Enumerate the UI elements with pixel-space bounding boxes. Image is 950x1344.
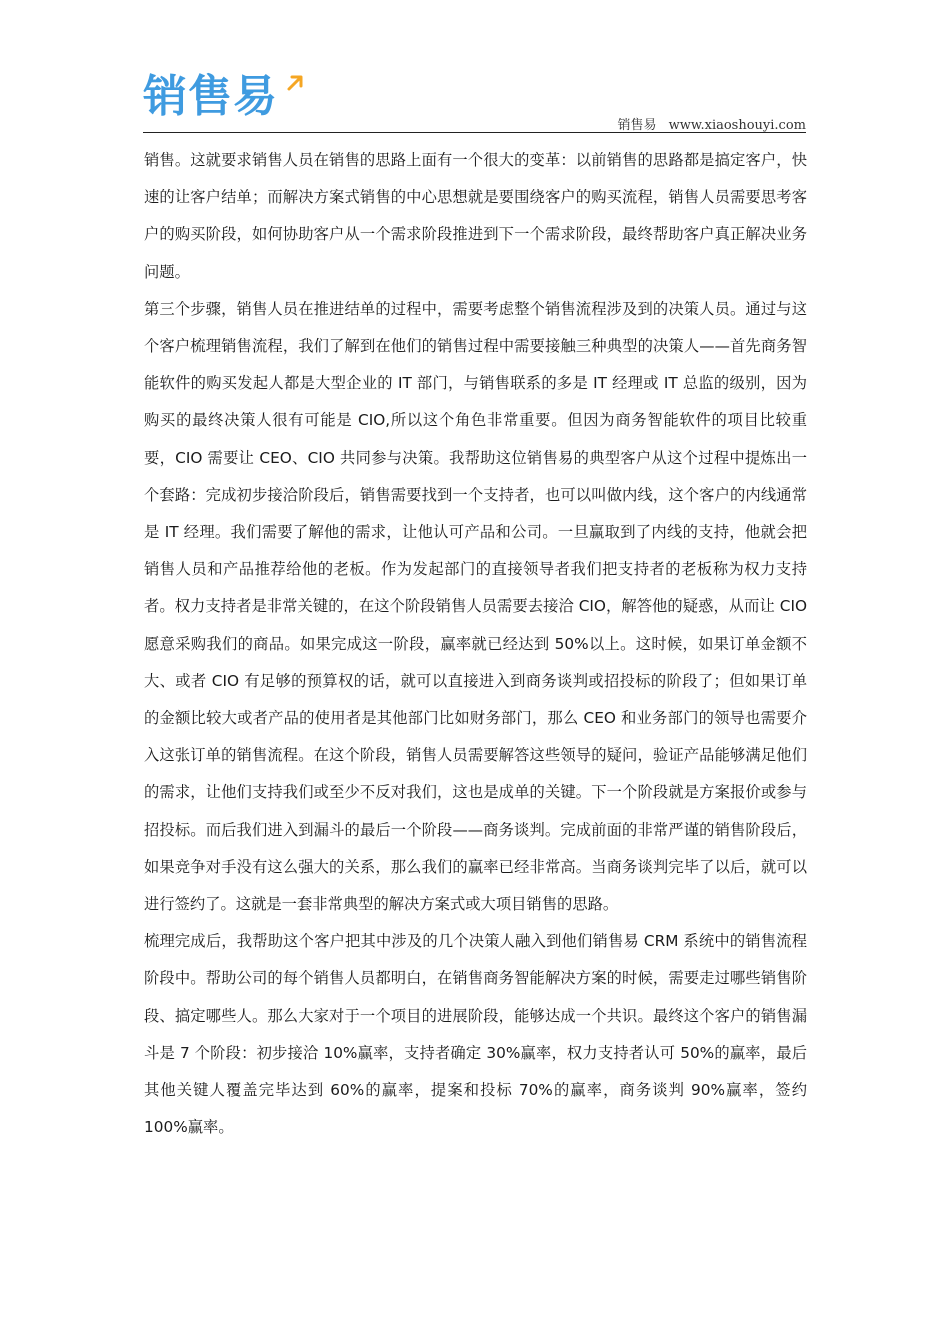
header-divider <box>143 132 806 133</box>
logo-text: 销售易 <box>143 71 278 122</box>
site-url: www.xiaoshouyi.com <box>668 118 806 133</box>
paragraph-1: 销售。这就要求销售人员在销售的思路上面有一个很大的变革：以前销售的思路都是搞定客户，快速的让客户结单；而解决方案式销售的中心思想就是要围绕客户的购买流程，销售人员需要思考客户的购买阶段，如何协助客户从一个需求阶段推进到下一个需求阶段，最终帮助客户真正解决业务问题。 <box>144 151 807 281</box>
document-body <box>144 142 807 1146</box>
paragraph-3: 梳理完成后，我帮助这个客户把其中涉及的几个决策人融入到他们销售易 CRM 系统中的销售流程阶段中。帮助公司的每个销售人员都明白，在销售商务智能解决方案的时候，需要走过哪些销售阶段、搞定哪些人。那么大家对于一个项目的进展阶段，能够达成一个共识。最终这个客户的销售漏斗是 7 个阶段：初步接洽 10%赢率，支持者确定 30%赢率，权力支持者认可 50%的赢率，最后其他关键人覆盖完毕达到 60%的赢率，提案和投标 70%的赢率，商务谈判 90%赢率，签约 100%赢率。 <box>144 932 807 1137</box>
paragraph-2: 第三个步骤，销售人员在推进结单的过程中，需要考虑整个销售流程涉及到的决策人员。通过与这个客户梳理销售流程，我们了解到在他们的销售过程中需要接触三种典型的决策人——首先商务智能软件的购买发起人都是大型企业的 IT 部门，与销售联系的多是 IT 经理或 IT 总监的级别，因为购买的最终决策人很有可能是 CIO,所以这个角色非常重要。但因为商务智能软件的项目比较重要，CIO 需要让 CEO、CIO 共同参与决策。我帮助这位销售易的典型客户从这个过程中提炼出一个套路：完成初步接洽阶段后，销售需要找到一个支持者，也可以叫做内线，这个客户的内线通常是 IT 经理。我们需要了解他的需求，让他认可产品和公司。一旦赢取到了内线的支持，他就会把销售人员和产品推荐给他的老板。作为发起部门的直接领导者我们把支持者的老板称为权力支持者。权力支持者是非常关键的，在这个阶段销售人员需要去接洽 CIO，解答他的疑惑，从而让 CIO 愿意采购我们的商品。如果完成这一阶段，赢率就已经达到 50%以上。这时候，如果订单金额不大、或者 CIO 有足够的预算权的话，就可以直接进入到商务谈判或招投标的阶段了；但如果订单的金额比较大或者产品的使用者是其他部门比如财务部门，那么 CEO 和业务部门的领导也需要介入这张订单的销售流程。在这个阶段，销售人员需要解答这些领导的疑问，验证产品能够满足他们的需求，让他们支持我们或至少不反对我们，这也是成单的关键。下一个阶段就是方案报价或参与招投标。而后我们进入到漏斗的最后一个阶段——商务谈判。完成前面的非常严谨的销售阶段后，如果竞争对手没有这么强大的关系，那么我们的赢率已经非常高。当商务谈判完毕了以后，就可以进行签约了。这就是一套非常典型的解决方案式或大项目销售的思路。 <box>144 299 807 914</box>
header-site-info <box>617 114 806 133</box>
brand-name: 销售易 <box>617 118 657 133</box>
arrow-up-right-icon <box>284 72 306 94</box>
company-logo <box>143 70 306 124</box>
